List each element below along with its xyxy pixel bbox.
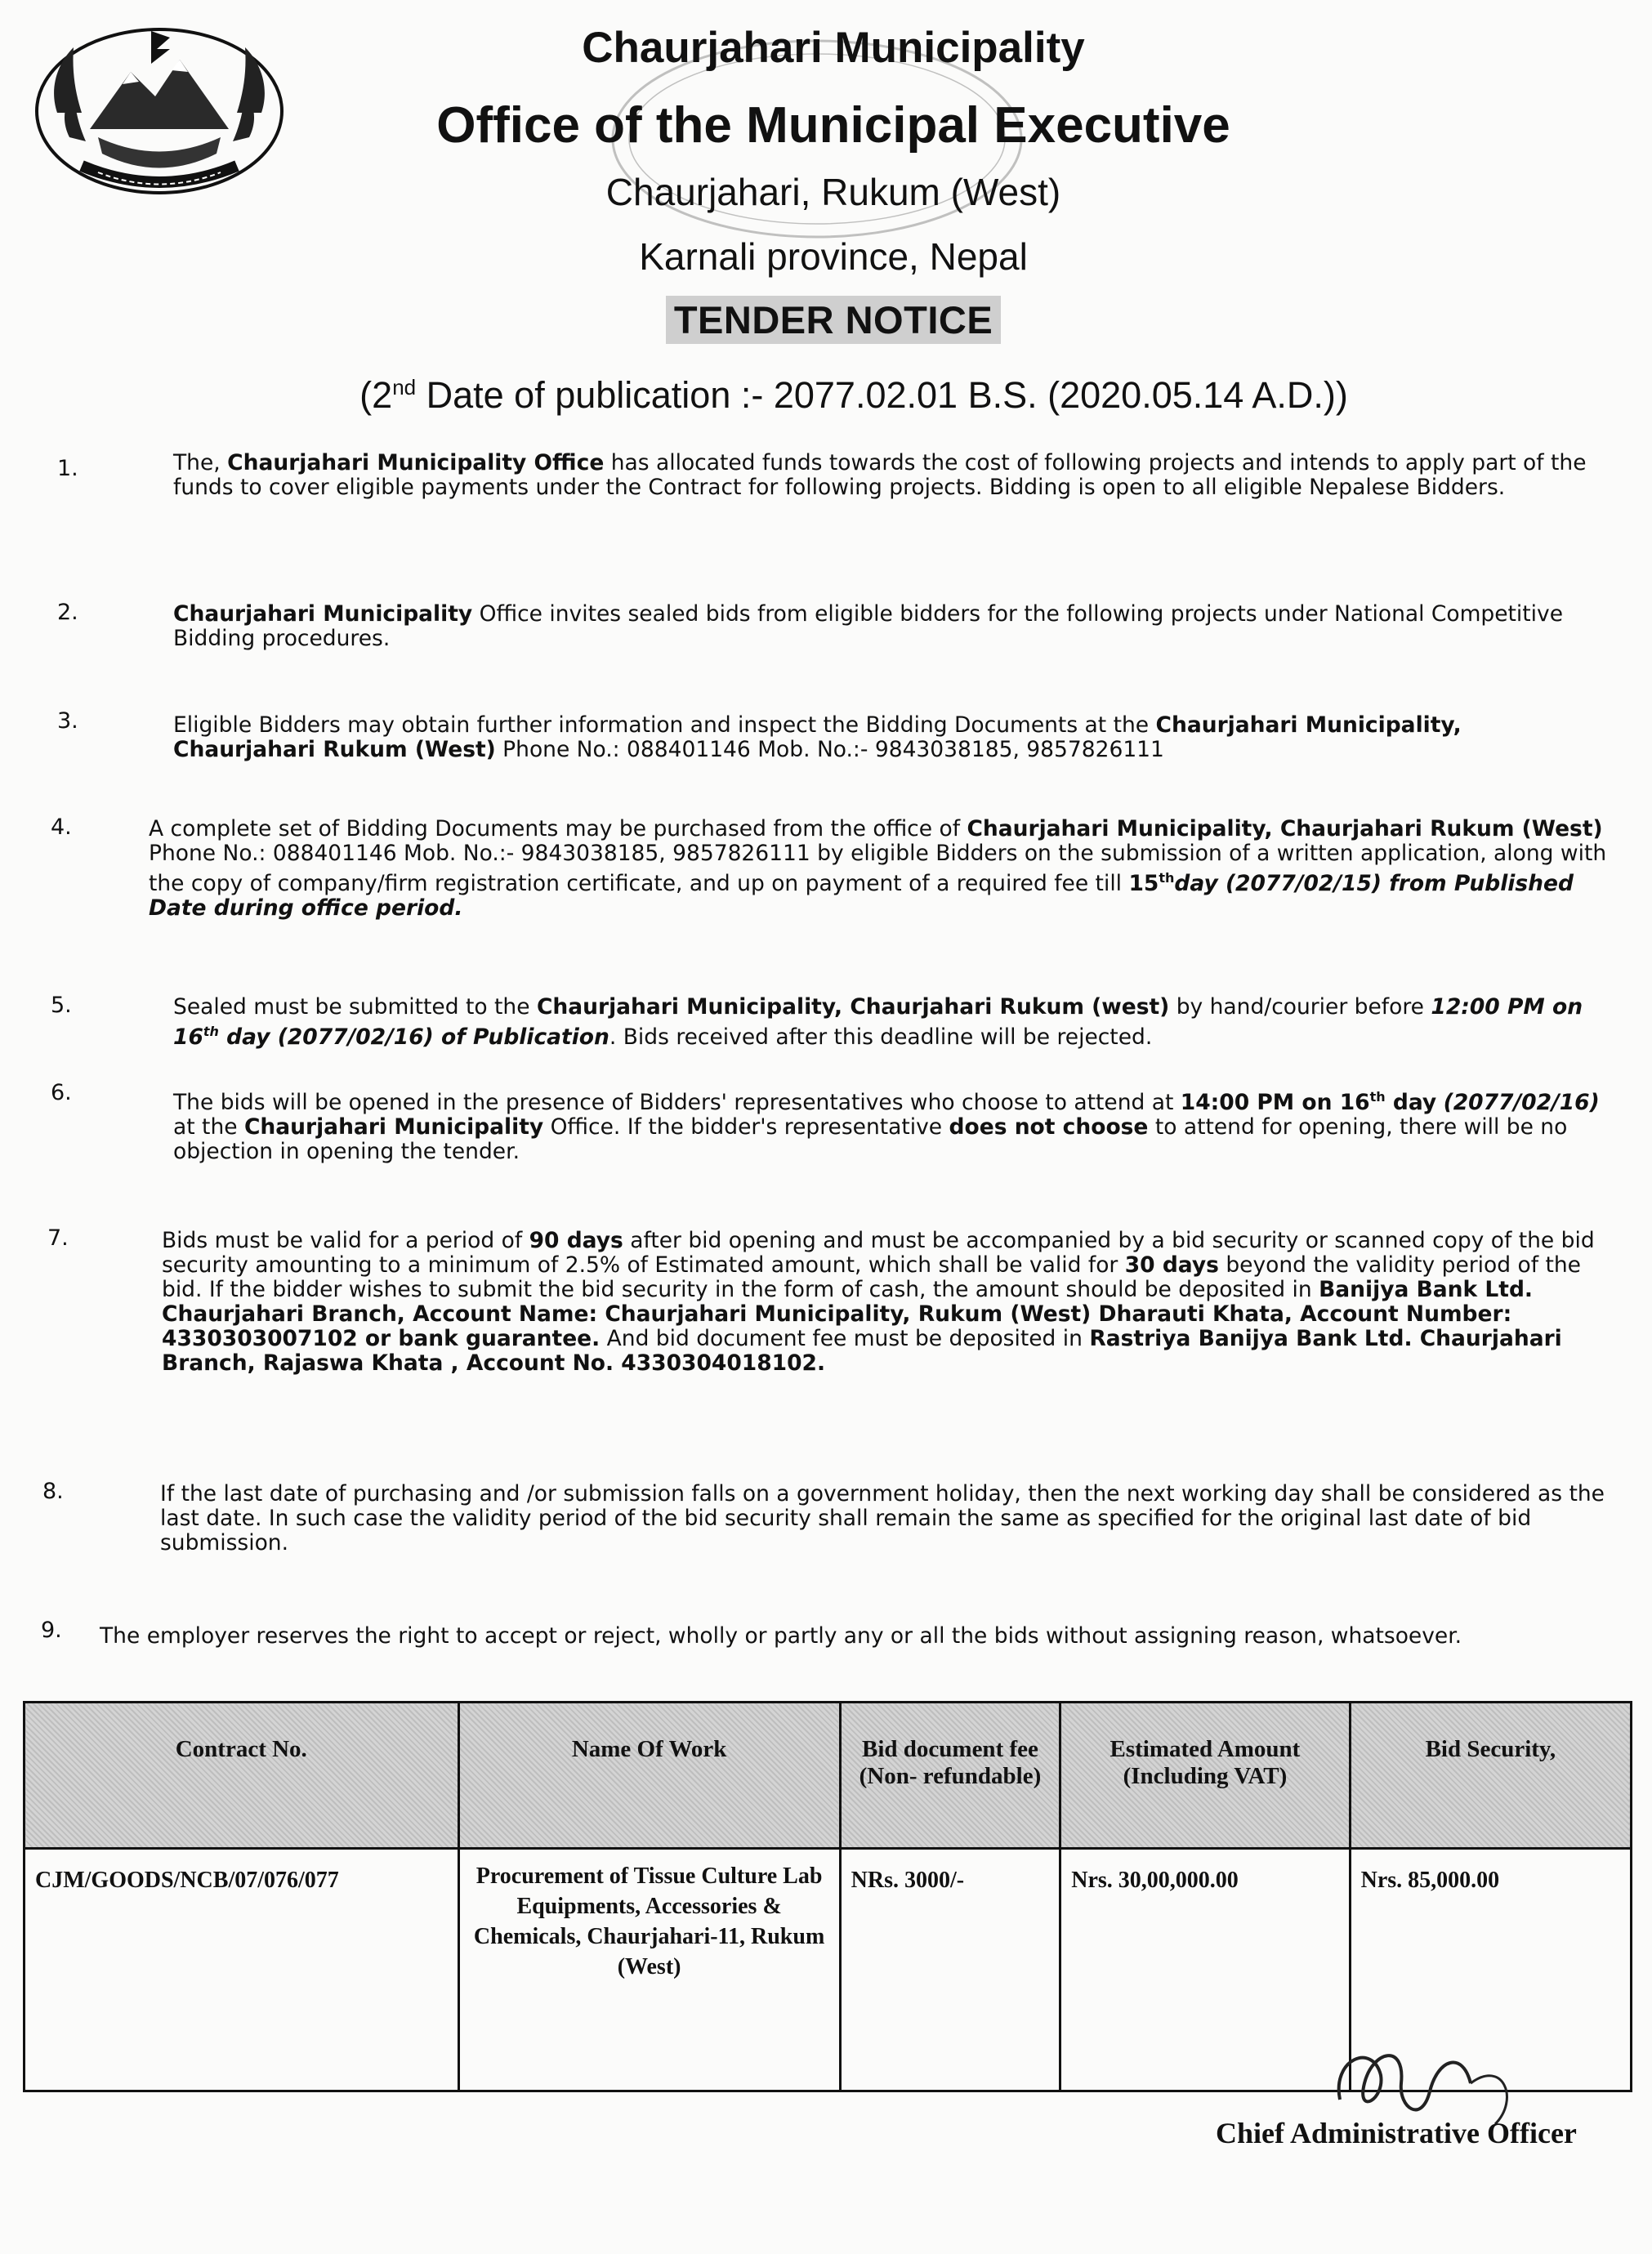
- province-line: Karnali province, Nepal: [639, 235, 1028, 278]
- list-item: The bids will be opened in the presence of Bidders' representatives who choose to attend at 14:00 PM on 16th day (2077/02/16) at the Chaurjahari Municipality Office. If the bidder's representative does not choose to attend for opening, there will be no objection in opening the tender.: [173, 1089, 1600, 1164]
- list-item: Chaurjahari Municipality Office invites sealed bids from eligible bidders for the following projects under National Competitive Bidding procedures.: [173, 601, 1564, 651]
- estimated-amount-cell: Nrs. 30,00,000.00: [1060, 1849, 1350, 2091]
- bid-security-cell: Nrs. 85,000.00: [1350, 1849, 1631, 2091]
- notice-title-wrap: [302, 296, 1364, 344]
- name-of-work-cell: Procurement of Tissue Culture Lab Equipments, Accessories & Chemicals, Chaurjahari-11, Rukum (West): [458, 1849, 840, 2091]
- item-number: 1.: [57, 456, 78, 481]
- col-name-of-work: Name Of Work: [458, 1703, 840, 1849]
- publication-date-text: Date of publication :- 2077.02.01 B.S. (2020.05.14 A.D.)): [416, 374, 1348, 416]
- item-number: 7.: [47, 1225, 69, 1251]
- list-item: Eligible Bidders may obtain further information and inspect the Bidding Documents at the Chaurjahari Municipality, Chaurjahari Rukum (West) Phone No.: 088401146 Mob. No.:- 9843038185, 9857826111: [173, 712, 1462, 762]
- col-contract-no: Contract No.: [25, 1703, 459, 1849]
- item-number: 2.: [57, 600, 78, 625]
- publication-date-sup: nd: [392, 375, 417, 399]
- publication-date-open: (2: [359, 374, 393, 416]
- list-item: A complete set of Bidding Documents may be purchased from the office of Chaurjahari Municipality, Chaurjahari Rukum (West) Phone No.: 088401146 Mob. No.:- 9843038185, 9857826111 by eligible Bidders on the submission of a written application, along with the copy of company/firm registration certificate, and up on payment of a required fee till 15thday (2077/02/15) from Published Date during office period.: [149, 816, 1607, 921]
- item-number: 3.: [57, 708, 78, 734]
- item-number: 9.: [41, 1618, 62, 1643]
- signatory-title: Chief Administrative Officer: [1216, 2117, 1577, 2149]
- nepal-emblem-icon: [25, 15, 302, 203]
- item-number: 6.: [51, 1080, 72, 1105]
- col-estimated-amount: Estimated Amount (Including VAT): [1060, 1703, 1350, 1849]
- publication-date: [229, 374, 1479, 417]
- list-item: Bids must be valid for a period of 90 days after bid opening and must be accompanied by a bid security or scanned copy of the bid security amounting to a minimum of 2.5% of Estimated amount, which shall be valid for 30 days beyond the validity period of the bid. If the bidder wishes to submit the bid security in the form of cash, the amount should be deposited in Banijya Bank Ltd. Chaurjahari Branch, Account Name: Chaurjahari Municipality, Rukum (West) Dharauti Khata, Account Number: 4330303007102 or bank guarantee. And bid document fee must be deposited in Rastriya Banijya Bank Ltd. Chaurjahari Branch, Rajaswa Khata , Account No. 4330304018102.: [162, 1228, 1595, 1376]
- list-item: The employer reserves the right to accept or reject, wholly or partly any or all the bids without assigning reason, whatsoever.: [100, 1623, 1462, 1649]
- municipality-name: Chaurjahari Municipality: [582, 24, 1085, 72]
- item-number: 8.: [42, 1479, 64, 1504]
- col-bid-security: Bid Security,: [1350, 1703, 1631, 1849]
- list-item: The, Chaurjahari Municipality Office has allocated funds towards the cost of following projects and intends to apply part of the funds to cover eligible payments under the Contract for following projects. Bidding is open to all eligible Nepalese Bidders.: [173, 450, 1587, 500]
- list-item: Sealed must be submitted to the Chaurjahari Municipality, Chaurjahari Rukum (west) by hand/courier before 12:00 PM on 16th day (2077/02/16) of Publication. Bids received after this deadline will be rejected.: [173, 994, 1583, 1050]
- notice-title: TENDER NOTICE: [666, 296, 1001, 344]
- table-header-row: [25, 1703, 1632, 1849]
- item-number: 4.: [51, 815, 72, 840]
- col-bid-document-fee: Bid document fee (Non- refundable): [840, 1703, 1060, 1849]
- contract-no-cell: CJM/GOODS/NCB/07/076/077: [25, 1849, 459, 2091]
- bid-fee-cell: NRs. 3000/-: [840, 1849, 1060, 2091]
- item-number: 5.: [51, 993, 72, 1018]
- office-title: Office of the Municipal Executive: [436, 97, 1230, 154]
- office-location: Chaurjahari, Rukum (West): [605, 171, 1061, 213]
- list-item: If the last date of purchasing and /or submission falls on a government holiday, then the next working day shall be considered as the last date. In such case the validity period of the bid security shall remain the same as specified for the original last date of bid submission.: [160, 1481, 1605, 1555]
